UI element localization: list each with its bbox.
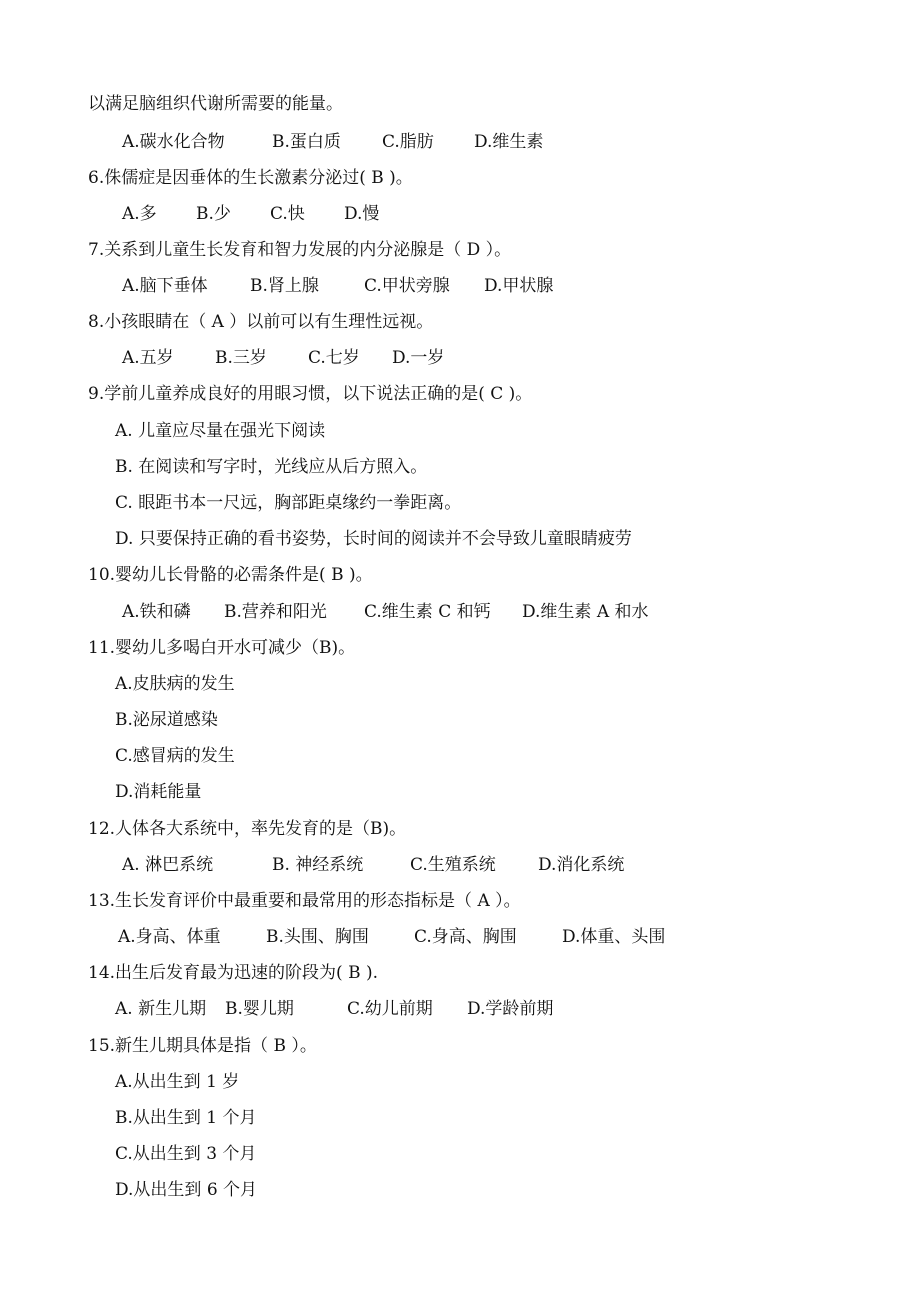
- q10-option-d: D.维生素 A 和水: [522, 602, 649, 622]
- q15-option-b: B.从出生到 1 个月: [115, 1108, 257, 1128]
- intro-line: 以满足脑组织代谢所需要的能量。: [88, 94, 343, 114]
- q5-option-b: B.蛋白质: [272, 132, 341, 152]
- q6-option-a: A.多: [122, 204, 157, 224]
- q13-options: [118, 919, 818, 955]
- q11-option-b: B.泌尿道感染: [115, 710, 218, 730]
- q6-option-c: C.快: [270, 204, 305, 224]
- q15-option-a: A.从出生到 1 岁: [115, 1072, 240, 1092]
- q7-option-b: B.肾上腺: [250, 276, 319, 296]
- q10-stem: 10.婴幼儿长骨骼的必需条件是( B )。: [88, 565, 373, 585]
- q11-option-a: A.皮肤病的发生: [115, 674, 235, 694]
- q5-options: [122, 124, 822, 160]
- q11-stem: 11.婴幼儿多喝白开水可减少（B)。: [88, 638, 356, 658]
- q14-option-b: B.婴儿期: [225, 999, 294, 1019]
- q14-stem: 14.出生后发育最为迅速的阶段为( B ).: [88, 963, 379, 983]
- q14-option-c: C.幼儿前期: [347, 999, 433, 1019]
- q8-option-b: B.三岁: [215, 348, 267, 368]
- q6-option-d: D.慢: [344, 204, 380, 224]
- q9-option-b: B. 在阅读和写字时，光线应从后方照入。: [115, 457, 428, 477]
- q10-options: [122, 594, 822, 630]
- q11-option-c: C.感冒病的发生: [115, 746, 235, 766]
- q7-option-a: A.脑下垂体: [122, 276, 208, 296]
- q12-option-c: C.生殖系统: [410, 855, 496, 875]
- q8-option-c: C.七岁: [308, 348, 360, 368]
- q8-option-a: A.五岁: [122, 348, 174, 368]
- q12-option-a: A. 淋巴系统: [122, 855, 214, 875]
- q8-option-d: D.一岁: [392, 348, 445, 368]
- q13-option-a: A.身高、体重: [118, 927, 221, 947]
- q8-stem: 8.小孩眼睛在（ A ）以前可以有生理性远视。: [88, 312, 434, 332]
- q6-option-b: B.少: [196, 204, 231, 224]
- q5-option-d: D.维生素: [474, 132, 544, 152]
- q9-option-d: D. 只要保持正确的看书姿势，长时间的阅读并不会导致儿童眼睛疲劳: [115, 529, 632, 549]
- q12-option-b: B. 神经系统: [272, 855, 364, 875]
- q5-option-c: C.脂肪: [382, 132, 434, 152]
- q12-options: [122, 847, 822, 883]
- q10-option-c: C.维生素 C 和钙: [364, 602, 491, 622]
- q5-option-a: A.碳水化合物: [122, 132, 225, 152]
- q6-stem: 6.侏儒症是因垂体的生长激素分泌过( B )。: [88, 168, 413, 188]
- q10-option-b: B.营养和阳光: [224, 602, 327, 622]
- q7-option-d: D.甲状腺: [484, 276, 554, 296]
- q14-option-d: D.学龄前期: [467, 999, 554, 1019]
- q14-option-a: A. 新生儿期: [115, 999, 207, 1019]
- q9-stem: 9.学前儿童养成良好的用眼习惯，以下说法正确的是( C )。: [88, 384, 533, 404]
- q15-option-c: C.从出生到 3 个月: [115, 1144, 257, 1164]
- q7-options: [122, 268, 822, 304]
- q9-option-a: A. 儿童应尽量在强光下阅读: [115, 421, 326, 441]
- q8-options: [122, 340, 722, 376]
- q7-option-c: C.甲状旁腺: [364, 276, 450, 296]
- q14-options: [115, 991, 815, 1027]
- q15-stem: 15.新生儿期具体是指（ B ）。: [88, 1036, 317, 1056]
- q13-option-c: C.身高、胸围: [414, 927, 517, 947]
- q15-option-d: D.从出生到 6 个月: [115, 1180, 258, 1200]
- q13-option-d: D.体重、头围: [562, 927, 666, 947]
- q13-stem: 13.生长发育评价中最重要和最常用的形态指标是（ A ）。: [88, 891, 521, 911]
- q9-option-c: C. 眼距书本一尺远，胸部距桌缘约一拳距离。: [115, 493, 462, 513]
- q11-option-d: D.消耗能量: [115, 782, 202, 802]
- q12-option-d: D.消化系统: [538, 855, 625, 875]
- q12-stem: 12.人体各大系统中，率先发育的是（B)。: [88, 819, 407, 839]
- q10-option-a: A.铁和磷: [122, 602, 191, 622]
- q13-option-b: B.头围、胸围: [266, 927, 369, 947]
- q7-stem: 7.关系到儿童生长发育和智力发展的内分泌腺是（ D ）。: [88, 240, 512, 260]
- q6-options: [122, 196, 622, 232]
